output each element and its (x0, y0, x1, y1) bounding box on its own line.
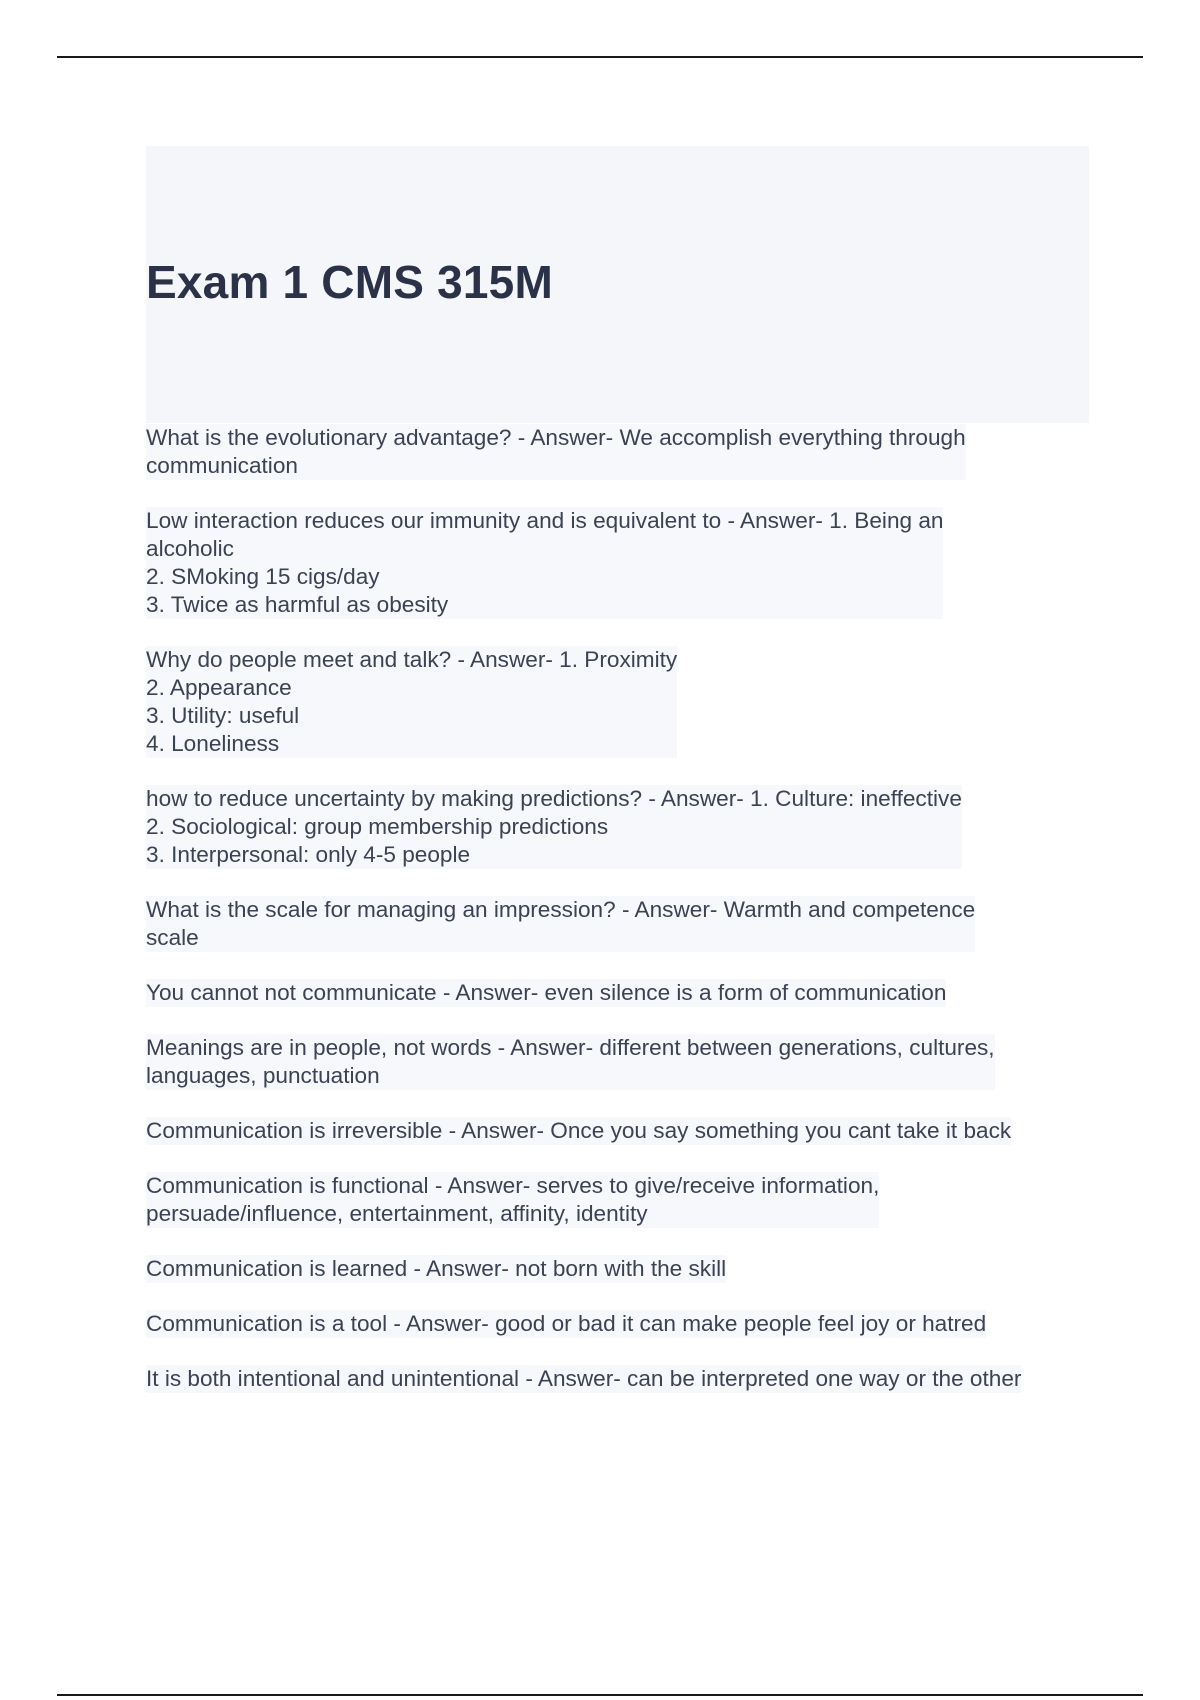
document-title: Exam 1 CMS 315M (146, 256, 553, 308)
qa-line: how to reduce uncertainty by making predictions? - Answer- 1. Culture: ineffective (146, 786, 962, 811)
qa-item (146, 424, 966, 480)
qa-line: 2. SMoking 15 cigs/day (146, 564, 380, 589)
top-rule (57, 56, 1143, 58)
qa-line: 2. Appearance (146, 675, 292, 700)
qa-item (146, 1310, 986, 1338)
qa-line: languages, punctuation (146, 1063, 380, 1088)
qa-item (146, 1255, 726, 1283)
qa-item (146, 785, 962, 869)
qa-line: Low interaction reduces our immunity and is equivalent to - Answer- 1. Being an (146, 508, 944, 533)
qa-item (146, 979, 946, 1007)
qa-line: 3. Utility: useful (146, 703, 300, 728)
qa-line: What is the scale for managing an impression? - Answer- Warmth and competence (146, 897, 976, 922)
qa-item (146, 1117, 1011, 1145)
qa-item (146, 896, 975, 952)
qa-line: alcoholic (146, 536, 234, 561)
qa-line: Communication is functional - Answer- serves to give/receive information, (146, 1173, 880, 1198)
title-band (146, 146, 1089, 423)
qa-line: Meanings are in people, not words - Answer- different between generations, cultures, (146, 1035, 995, 1060)
qa-line: You cannot not communicate - Answer- even silence is a form of communication (146, 980, 947, 1005)
qa-line: 3. Twice as harmful as obesity (146, 592, 449, 617)
qa-item (146, 646, 677, 758)
qa-line: communication (146, 453, 298, 478)
qa-line: Why do people meet and talk? - Answer- 1. Proximity (146, 647, 678, 672)
qa-line: scale (146, 925, 199, 950)
qa-line: What is the evolutionary advantage? - Answer- We accomplish everything through (146, 425, 966, 450)
qa-line: Communication is a tool - Answer- good or bad it can make people feel joy or hatred (146, 1311, 987, 1336)
qa-item (146, 507, 943, 619)
qa-line: 4. Loneliness (146, 731, 280, 756)
qa-list (146, 424, 1096, 1420)
qa-line: Communication is learned - Answer- not born with the skill (146, 1256, 727, 1281)
qa-line: It is both intentional and unintentional - Answer- can be interpreted one way or the other (146, 1366, 1022, 1391)
qa-line: Communication is irreversible - Answer- Once you say something you cant take it back (146, 1118, 1012, 1143)
qa-item (146, 1172, 879, 1228)
qa-item (146, 1034, 995, 1090)
qa-line: 3. Interpersonal: only 4-5 people (146, 842, 471, 867)
qa-item (146, 1365, 1021, 1393)
qa-line: 2. Sociological: group membership predictions (146, 814, 609, 839)
bottom-rule (57, 1694, 1143, 1696)
qa-line: persuade/influence, entertainment, affinity, identity (146, 1201, 648, 1226)
